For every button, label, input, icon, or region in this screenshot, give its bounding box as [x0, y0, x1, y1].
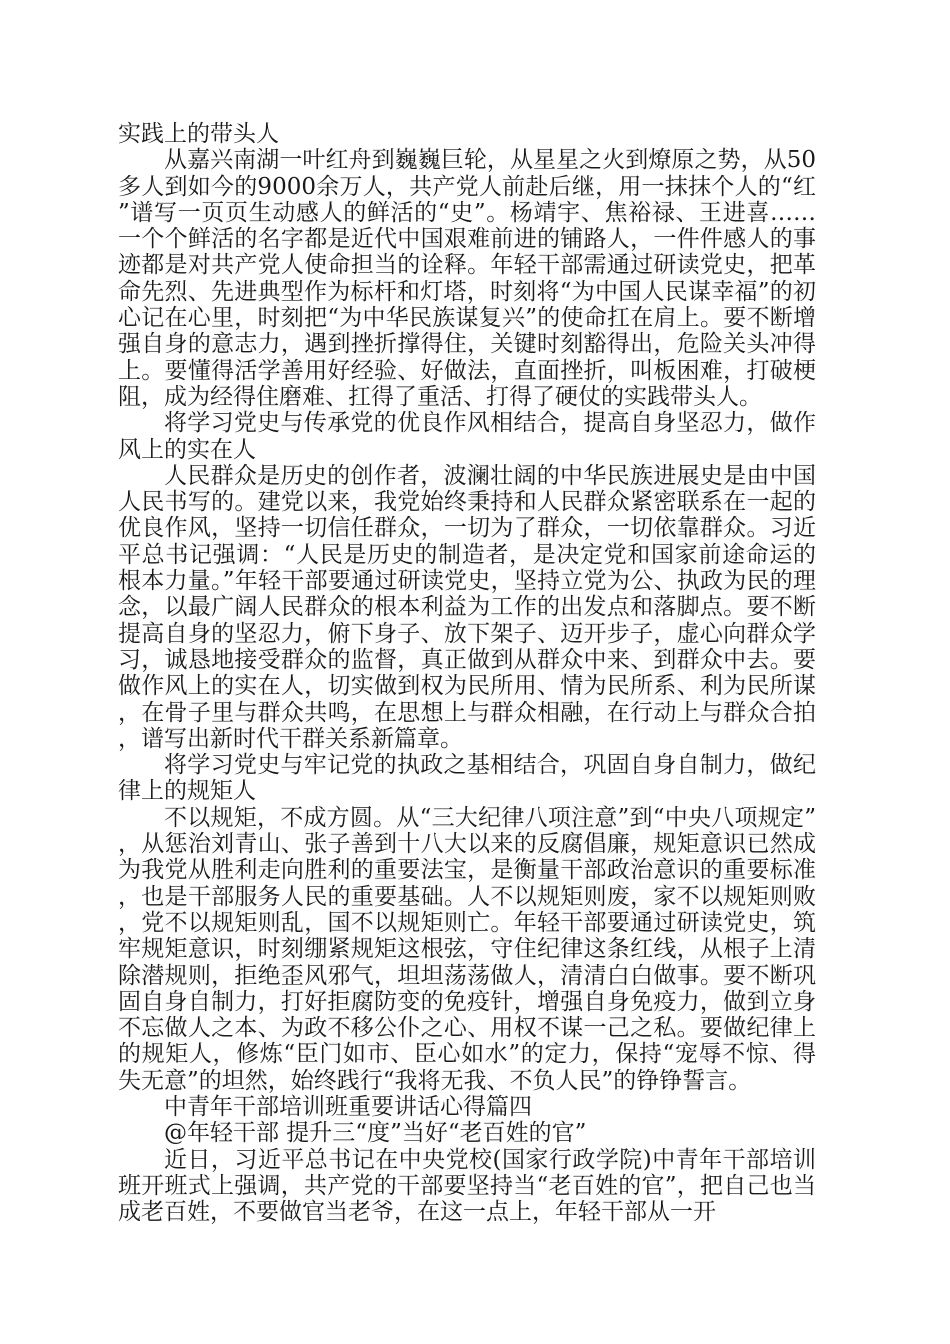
article-subtitle: @年轻干部 提升三“度”当好“老百姓的官” [164, 1120, 587, 1147]
section-heading: 将学习党史与牢记党的执政之基相结合，巩固自身自制力，做纪律上的规矩人 [118, 752, 816, 805]
body-paragraph: 从嘉兴南湖一叶红舟到巍巍巨轮，从星星之火到燎原之势，从50多人到如今的9000余万人，共产党人前赴后继，用一抹抹个人的“红”谱写一页页生动感人的鲜活的“史”。杨靖宇、焦裕禄、王进喜……一个个鲜活的名字都是近代中国艰难前进的铺路人，一件件感人的事迹都是对共产党人使命担当的诠释。年轻干部需通过研读党史，把革命先烈、先进典型作为标杆和灯塔，时刻将“为中国人民谋幸福”的初心记在心里，时刻把“为中华民族谋复兴”的使命扛在肩上。要不断增强自身的意志力，遇到挫折撑得住，关键时刻豁得出，危险关头冲得上。要懂得活学善用好经验、好做法，直面挫折，叫板困难，打破梗阻，成为经得住磨难、扛得了重活、打得了硬仗的实践带头人。 [118, 147, 816, 410]
article-title: 中青年干部培训班重要讲话心得篇四 [164, 1093, 532, 1120]
document-body [118, 121, 816, 1225]
section-heading: 将学习党史与传承党的优良作风相结合，提高自身坚忍力，做作风上的实在人 [118, 410, 816, 463]
body-paragraph: 不以规矩，不成方圆。从“三大纪律八项注意”到“中央八项规定”，从惩治刘青山、张子善到十八大以来的反腐倡廉，规矩意识已然成为我党从胜利走向胜利的重要法宝，是衡量干部政治意识的重要标准，也是干部服务人民的重要基础。人不以规矩则废，家不以规矩则败，党不以规矩则乱，国不以规矩则亡。年轻干部要通过研读党史，筑牢规矩意识，时刻绷紧规矩这根弦，守住纪律这条红线，从根子上清除潜规则，拒绝歪风邪气，坦坦荡荡做人，清清白白做事。要不断巩固自身自制力，打好拒腐防变的免疫针，增强自身免疫力，做到立身不忘做人之本、为政不移公仆之心、用权不谋一己之私。要做纪律上的规矩人，修炼“臣门如市、臣心如水”的定力，保持“宠辱不惊、得失无意”的坦然，始终践行“我将无我、不负人民”的铮铮誓言。 [118, 804, 816, 1094]
body-paragraph: 人民群众是历史的创作者，波澜壮阔的中华民族进展史是由中国人民书写的。建党以来，我党始终秉持和人民群众紧密联系在一起的优良作风，坚持一切信任群众，一切为了群众，一切依靠群众。习近平总书记强调：“人民是历史的制造者，是决定党和国家前途命运的根本力量。”年轻干部要通过研读党史，坚持立党为公、执政为民的理念，以最广阔人民群众的根本利益为工作的出发点和落脚点。要不断提高自身的坚忍力，俯下身子、放下架子、迈开步子，虚心向群众学习，诚恳地接受群众的监督，真正做到从群众中来、到群众中去。要做作风上的实在人，切实做到权为民所用、情为民所系、利为民所谋，在骨子里与群众共鸣，在思想上与群众相融，在行动上与群众合拍，谱写出新时代干群关系新篇章。 [118, 462, 816, 752]
section-heading-tail: 实践上的带头人 [118, 121, 279, 147]
body-paragraph: 近日，习近平总书记在中央党校(国家行政学院)中青年干部培训班开班式上强调，共产党的干部要坚持当“老百姓的官”，把自己也当成老百姓，不要做官当老爷，在这一点上，年轻干部从一开 [118, 1146, 816, 1226]
